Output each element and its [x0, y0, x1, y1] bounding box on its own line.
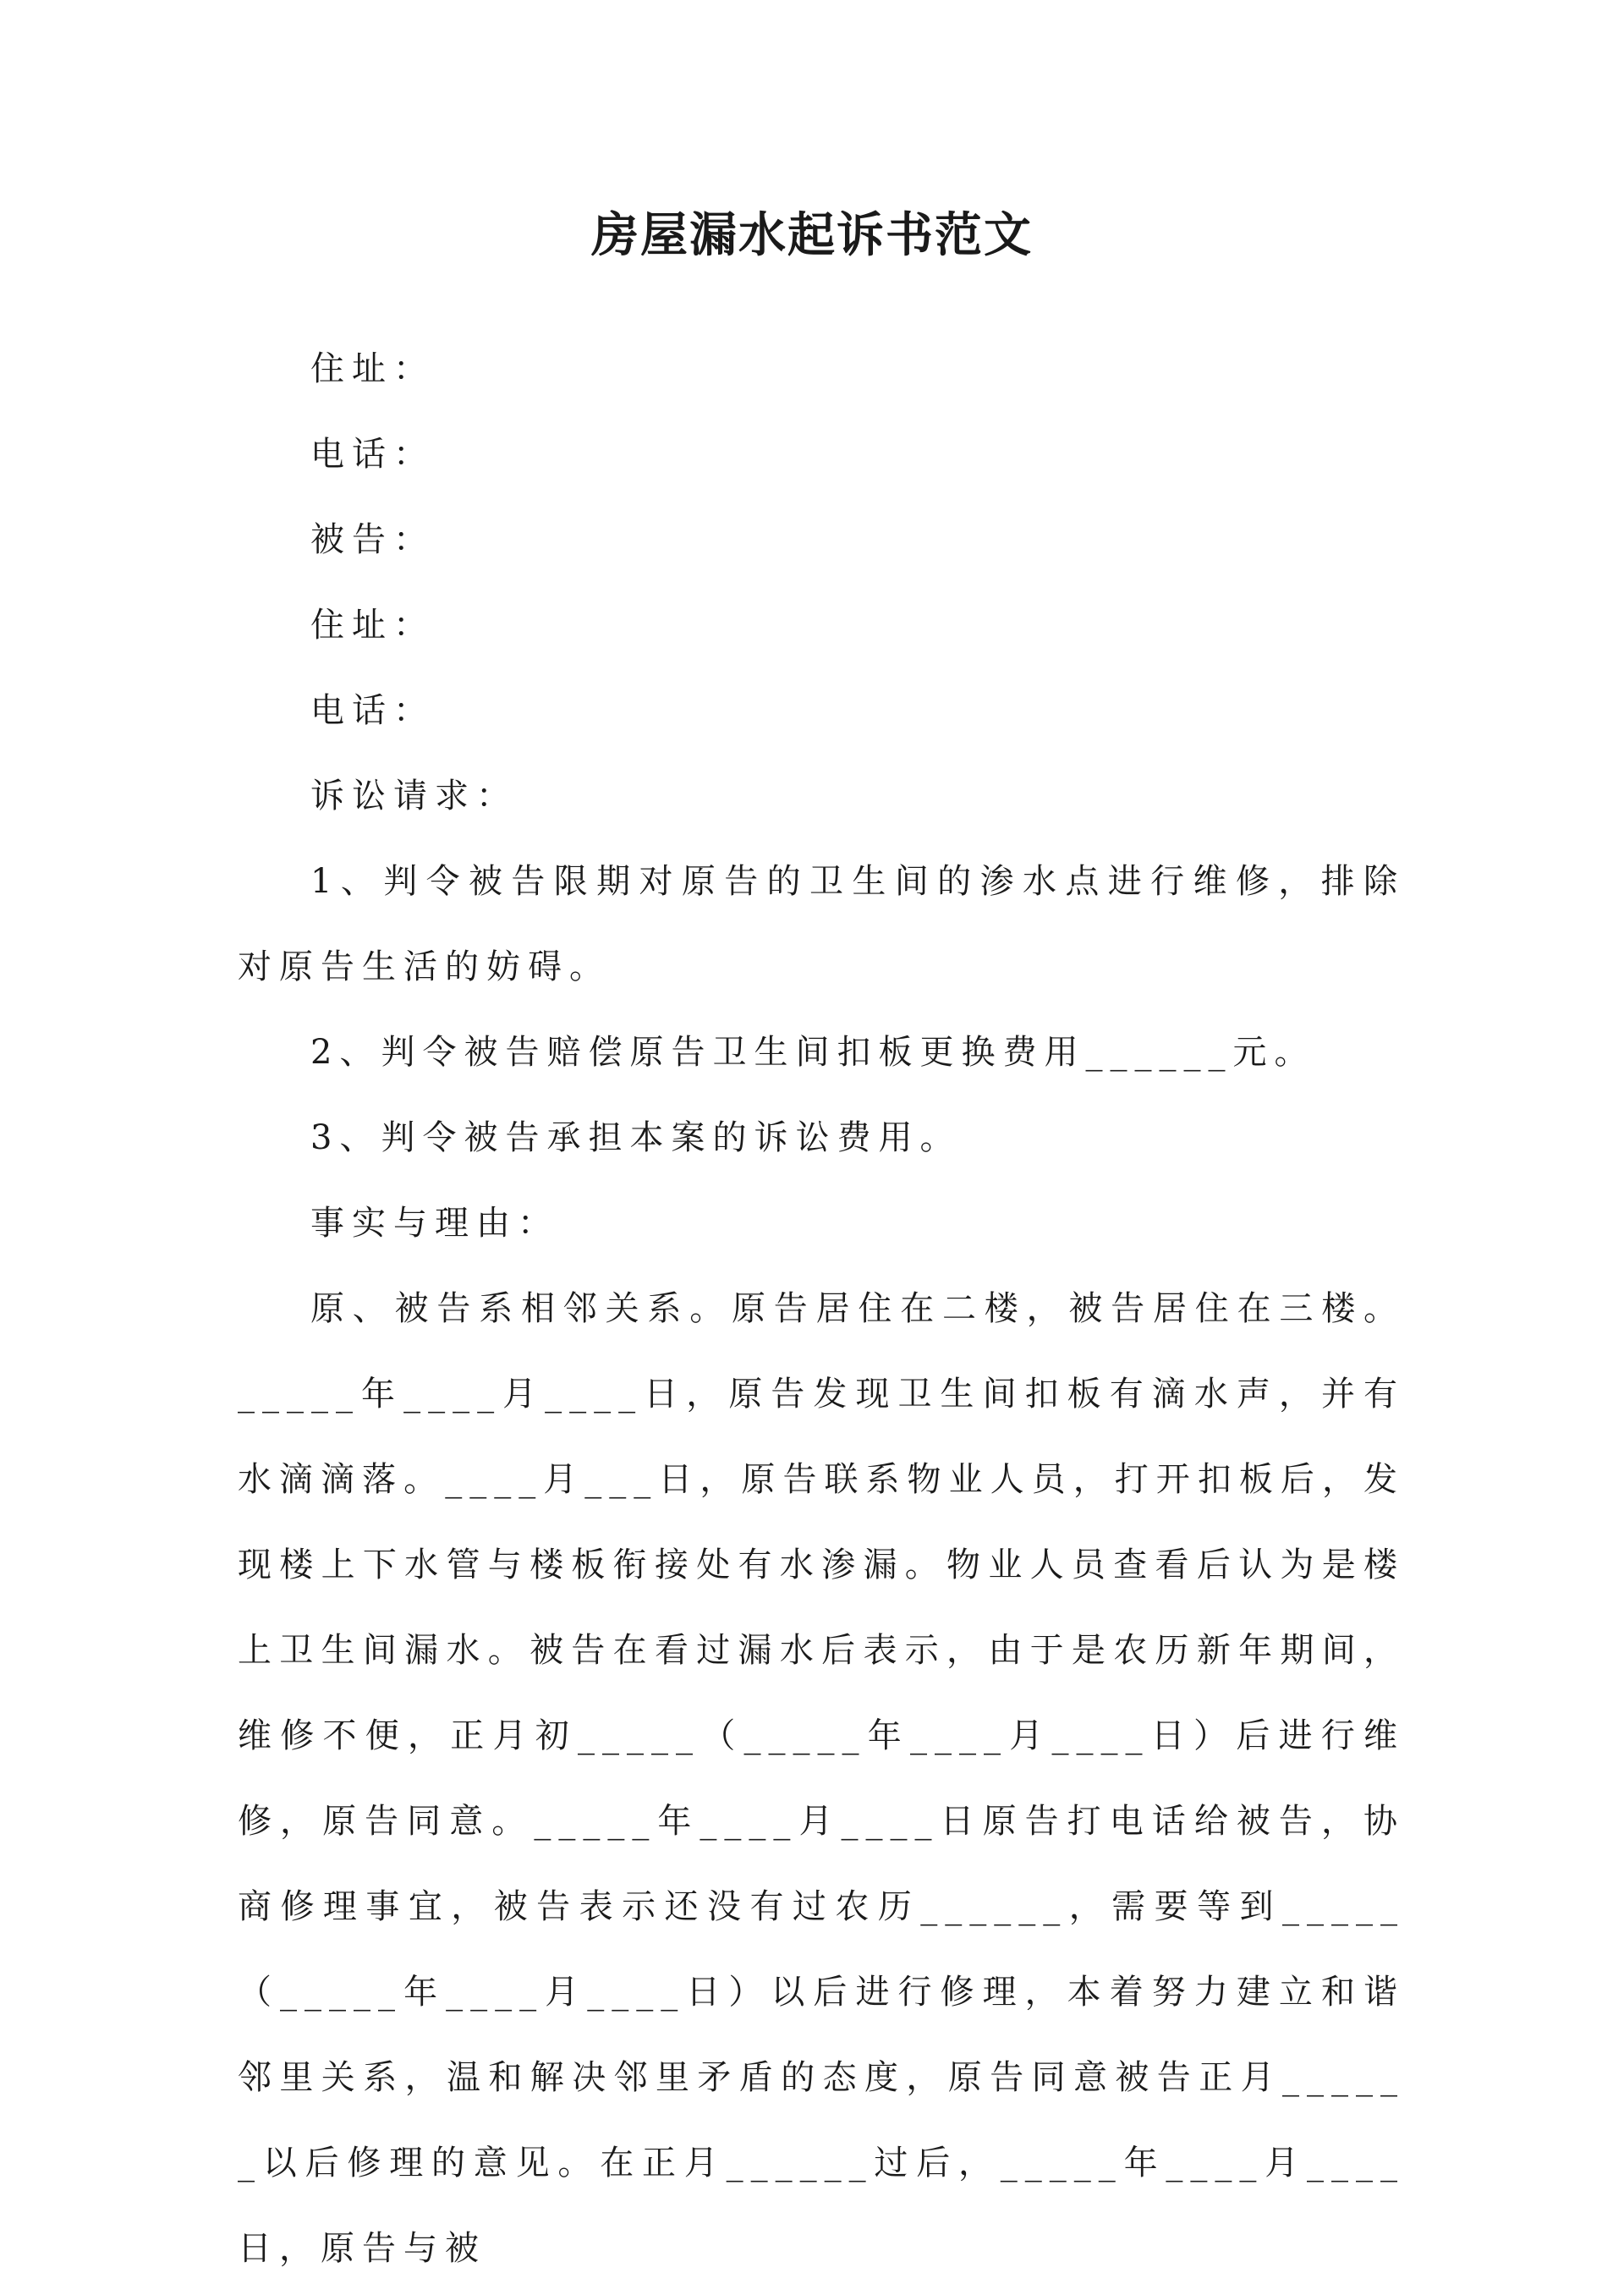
- defendant-line: 被告：: [310, 520, 435, 559]
- plaintiff-address-line: 住址：: [310, 349, 435, 388]
- document-title: 房屋漏水起诉书范文: [591, 207, 1033, 263]
- defendant-address-line: 住址：: [310, 606, 435, 645]
- facts-heading: 事实与理由：: [310, 1204, 559, 1243]
- facts-paragraph: 原、被告系相邻关系。原告居住在二楼，被告居住在三楼。_____年____月____日，原告发现卫生间扣板有滴水声，并有水滴滴落。____月___日，原告联系物业人员，打开扣板后，发现楼上下水管与楼板衔接处有水渗漏。物业人员查看后认为是楼上卫生间漏水。被告在看过漏水后表示，由于是农历新年期间，维修不便，正月初_____（_____年____月____日）后进行维修，原告同意。_____年____月____日原告打电话给被告，协商修理事宜，被告表示还没有过农历______，需要等到_____（_____年____月____日）以后进行修理，本着努力建立和谐邻里关系，温和解决邻里矛盾的态度，原告同意被告正月______以后修理的意见。在正月______过后，_____年____月____日，原告与被: [238, 1289, 1405, 2268]
- claim-item-2: 2、判令被告赔偿原告卫生间扣板更换费用______元。: [310, 1033, 1316, 1072]
- plaintiff-phone-line: 电话：: [310, 435, 435, 474]
- defendant-phone-line: 电话：: [310, 691, 435, 730]
- claims-heading: 诉讼请求：: [310, 777, 518, 815]
- document-body: [238, 327, 1405, 2292]
- claim-item-1: 1、判令被告限期对原告的卫生间的渗水点进行维修，排除对原告生活的妨碍。: [238, 862, 1405, 986]
- claim-item-3: 3、判令被告承担本案的诉讼费用。: [310, 1118, 962, 1157]
